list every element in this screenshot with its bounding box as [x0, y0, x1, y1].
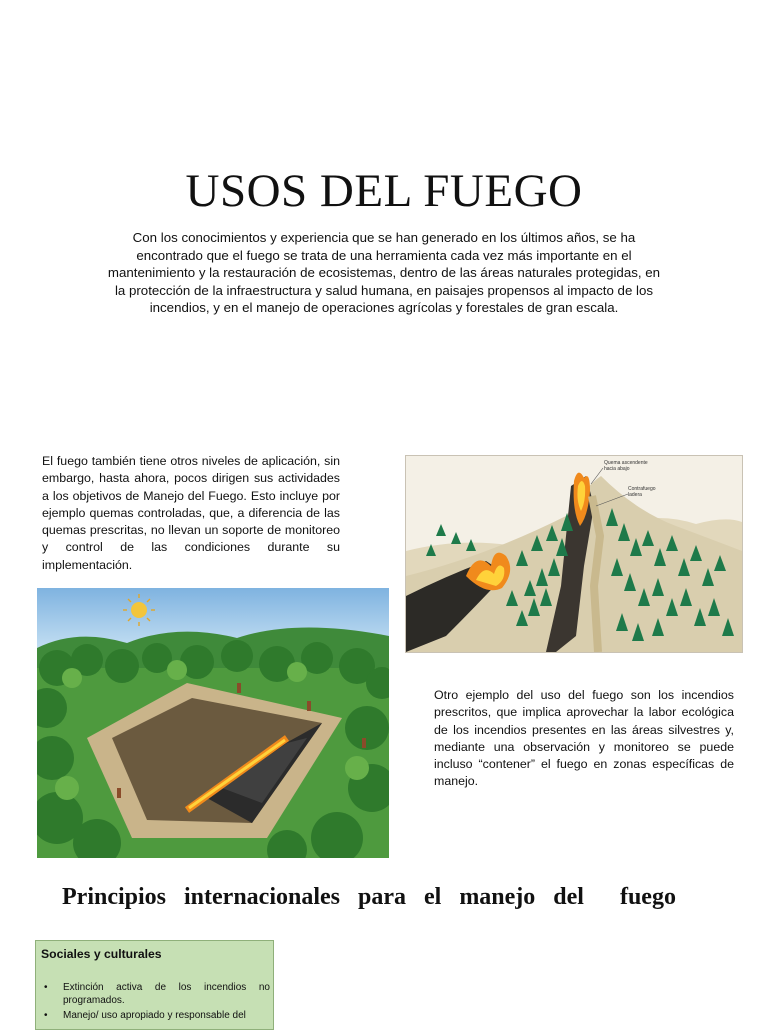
paragraph-right: Otro ejemplo del uso del fuego son los incendios prescritos, que implica aprovechar la labor ecológica de los incendios presentes en las áreas silvestres y, mediante una observación y monitoreo se puede incluso “contener” el fuego en zonas específicas de manejo. — [434, 688, 734, 789]
paragraph-left: El fuego también tiene otros niveles de aplicación, sin embargo, hasta ahora, pocos dirigen sus actividades a los objetivos de Manejo del Fuego. Esto incluye por ejemplo quemas controladas, que, a diferencia de las quemas prescritas, no llevan un soporte de monitoreo y control de las condiciones durante su implementación. — [42, 454, 340, 572]
prescribed-fire-diagram — [405, 455, 743, 653]
bullet-icon: • — [44, 1010, 48, 1021]
principles-heading: Principios internacionales para el manejo del fuego — [62, 884, 676, 910]
controlled-burn-illustration — [37, 588, 389, 858]
list-item: • Extinción activa de los incendios no programados. — [44, 982, 270, 1006]
page-title: USOS DEL FUEGO — [185, 165, 583, 217]
diagram-label-1b: hacia abajo — [604, 466, 630, 472]
intro-paragraph: Con los conocimientos y experiencia que se han generado en los últimos años, se ha encontrado que el fuego se trata de una herramienta cada vez más importante en el mantenimiento y la restauración de ecosistemas, dentro de las áreas naturales protegidas, en la protección de la infraestructura y salud humana, en paisajes propensos al impacto de los incendios, y en el manejo de operaciones agrícolas y forestales de gran escala. — [107, 230, 661, 316]
diagram-label-2b: ladera — [628, 492, 642, 498]
principles-box-title: Sociales y culturales — [41, 947, 162, 961]
diagram-label-1a: Quema ascendente — [604, 460, 648, 466]
principles-box-social-cultural — [35, 940, 274, 1030]
diagram-label-2a: Contrafuego — [628, 486, 656, 492]
list-item: • Manejo/ uso apropiado y responsable del — [44, 1010, 246, 1021]
principles-list — [36, 981, 275, 1024]
bullet-icon: • — [44, 982, 48, 993]
